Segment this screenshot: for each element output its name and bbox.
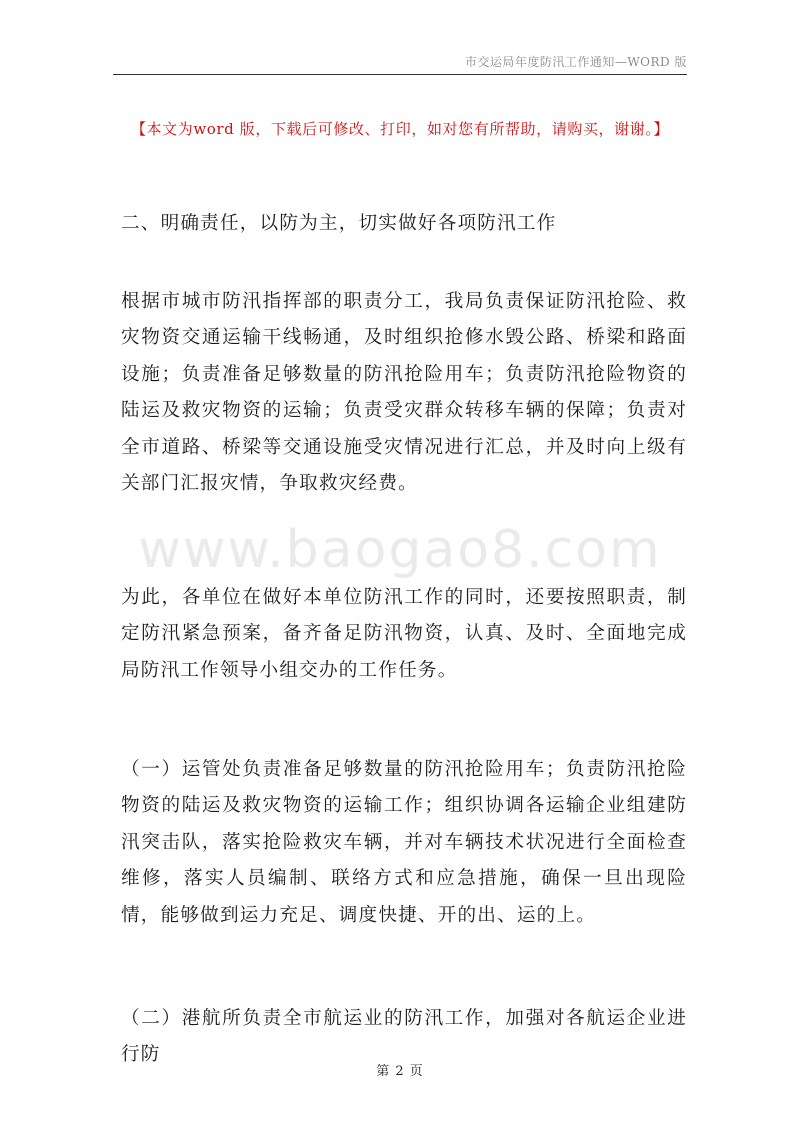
- running-header-title: 市交运局年度防汛工作通知—WORD 版: [464, 55, 687, 69]
- body-paragraph-1: 根据市城市防汛指挥部的职责分工，我局负责保证防汛抢险、救灾物资交通运输干线畅通，及时组织抢修水毁公路、桥梁和路面设施；负责准备足够数量的防汛抢险用车；负责防汛抢险物资的陆运及救灾物资的运输；负责受灾群众转移车辆的保障；负责对全市道路、桥梁等交通设施受灾情况进行汇总，并及时向上级有关部门汇报灾情，争取救灾经费。: [121, 291, 687, 495]
- body-paragraph-3: （一）运管处负责准备足够数量的防汛抢险用车；负责防汛抢险物资的陆运及救灾物资的运输工作；组织协调各运输企业组建防汛突击队，落实抢险救灾车辆，并对车辆技术状况进行全面检查维修，落实人员编制、联络方式和应急措施，确保一旦出现险情，能够做到运力充足、调度快捷、开的出、运的上。: [121, 759, 687, 926]
- body-paragraph-4: （二）港航所负责全市航运业的防汛工作，加强对各航运企业进行防: [121, 1008, 687, 1066]
- section-heading: 二、明确责任，以防为主，切实做好各项防汛工作: [121, 213, 557, 234]
- body-paragraph-2: 为此，各单位在做好本单位防汛工作的同时，还要按照职责，制定防汛紧急预案，备齐备足防汛物资，认真、及时、全面地完成局防汛工作领导小组交办的工作任务。: [121, 587, 687, 681]
- purchase-notice: 【本文为word 版，下载后可修改、打印，如对您有所帮助，请购买，谢谢。】: [130, 120, 670, 138]
- watermark-text: www.baogao8.com: [138, 520, 662, 580]
- page-number: 第 2 页: [376, 1064, 424, 1079]
- header-divider: [113, 74, 687, 75]
